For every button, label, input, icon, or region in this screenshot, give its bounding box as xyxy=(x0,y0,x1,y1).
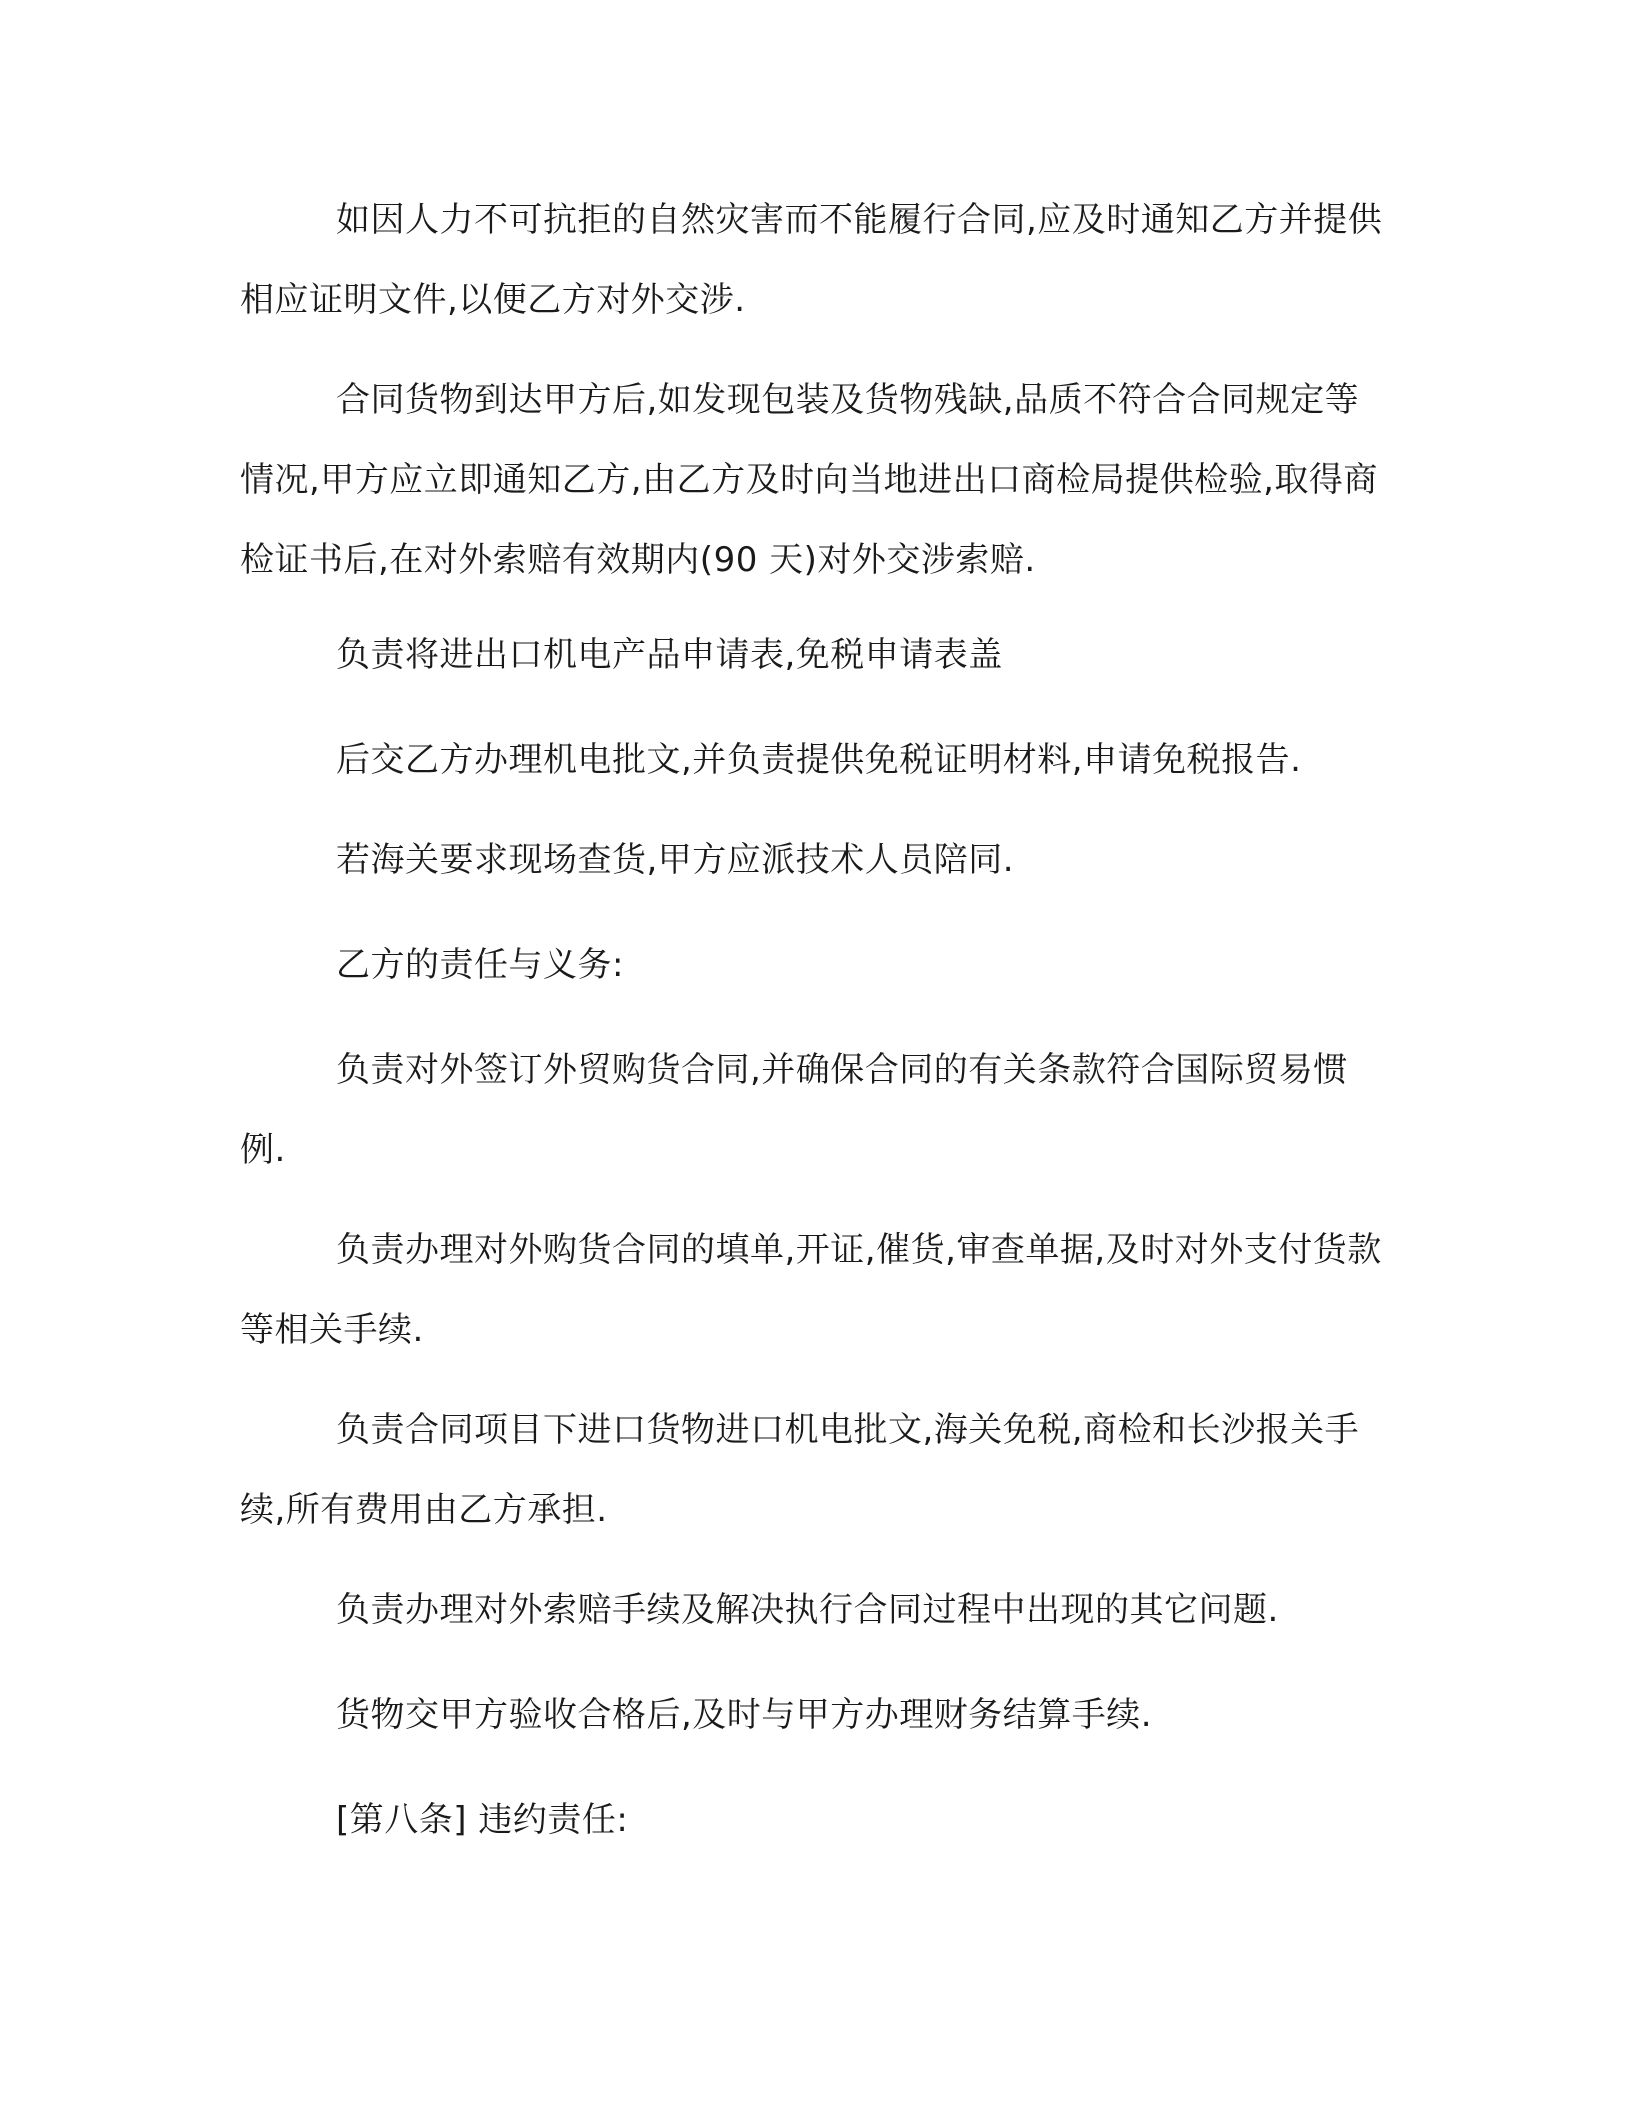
paragraph-handle-formalities: 负责办理对外购货合同的填单,开证,催货,审查单据,及时对外支付货款等相关手续. xyxy=(240,1230,1382,1350)
article-eight-heading: [第八条] 违约责任: xyxy=(336,1800,629,1840)
paragraph-goods-arrival: 合同货物到达甲方后,如发现包装及货物残缺,品质不符合合同规定等情况,甲方应立即通知乙方,由乙方及时向当地进出口商检局提供检验,取得商检证书后,在对外索赔有效期内(90 天)对外交涉索赔. xyxy=(240,380,1378,580)
paragraph-import-approvals: 负责合同项目下进口货物进口机电批文,海关免税,商检和长沙报关手续,所有费用由乙方承担. xyxy=(240,1410,1360,1530)
paragraph-claims: 负责办理对外索赔手续及解决执行合同过程中出现的其它问题. xyxy=(336,1590,1279,1630)
paragraph-party-b-heading: 乙方的责任与义务: xyxy=(336,945,624,985)
paragraph-settlement: 货物交甲方验收合格后,及时与甲方办理财务结算手续. xyxy=(336,1695,1153,1735)
paragraph-sign-contract: 负责对外签订外贸购货合同,并确保合同的有关条款符合国际贸易惯例. xyxy=(240,1050,1348,1170)
paragraph-force-majeure: 如因人力不可抗拒的自然灾害而不能履行合同,应及时通知乙方并提供相应证明文件,以便乙方对外交涉. xyxy=(240,200,1383,320)
paragraph-customs-inspection: 若海关要求现场查货,甲方应派技术人员陪同. xyxy=(336,840,1015,880)
paragraph-application-form: 负责将进出口机电产品申请表,免税申请表盖 xyxy=(336,635,1003,675)
paragraph-approval-documents: 后交乙方办理机电批文,并负责提供免税证明材料,申请免税报告. xyxy=(336,740,1302,780)
